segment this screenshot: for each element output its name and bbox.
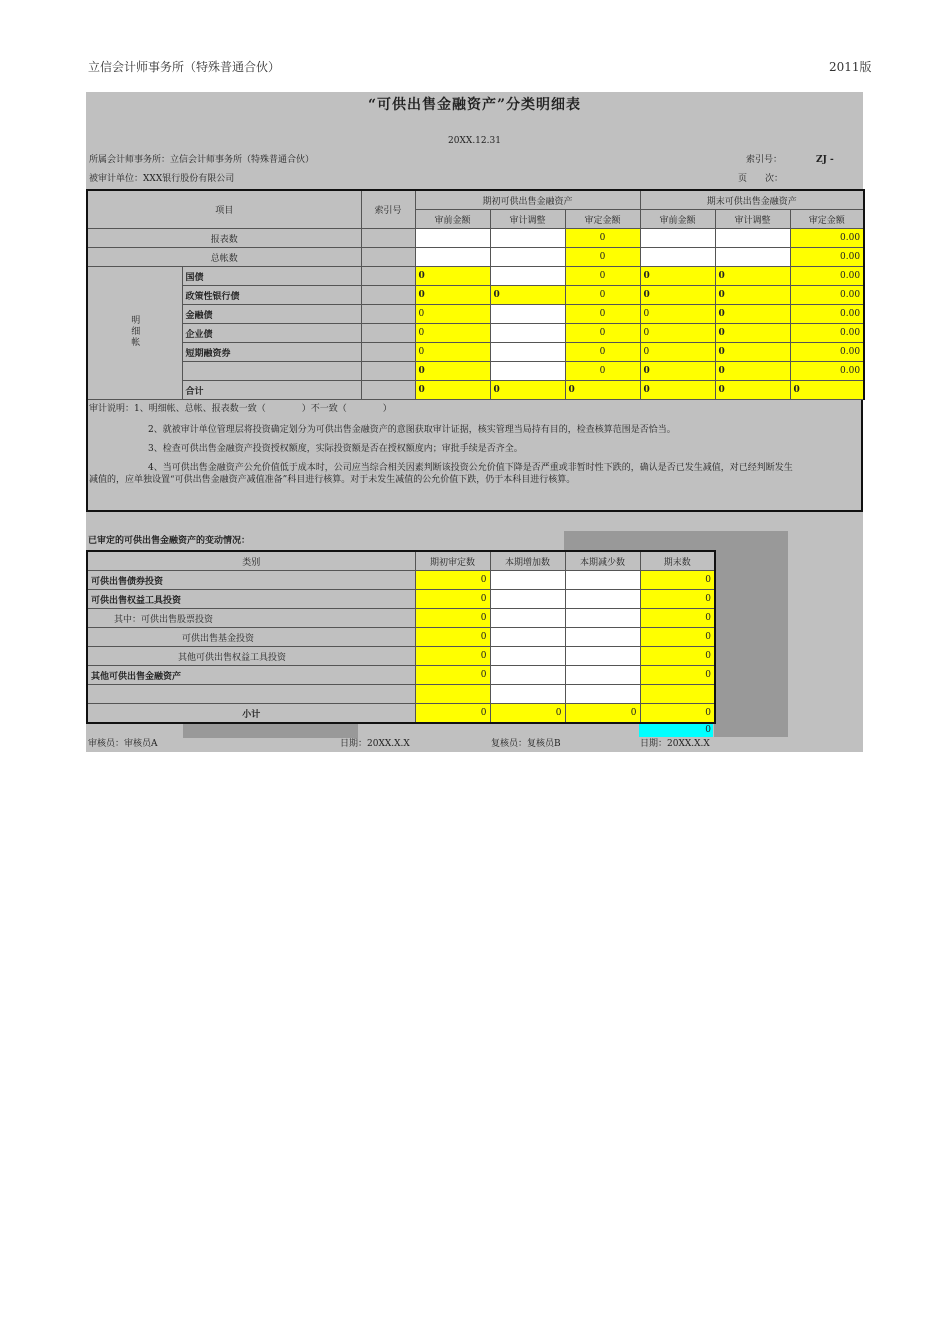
reviewer: 审核员：审核员A (88, 739, 158, 749)
row-label: 短期融资券 (182, 343, 361, 362)
spacer (86, 512, 863, 530)
table-row (87, 590, 715, 609)
row-label (87, 685, 415, 704)
header-item: 项目 (87, 190, 361, 229)
audit-notes (86, 400, 863, 512)
col-header: 本期增加数 (490, 551, 565, 571)
header-opening: 期初可供出售金融资产 (415, 190, 640, 210)
cell[interactable] (640, 685, 715, 704)
cell[interactable]: 0 (640, 381, 715, 400)
cell[interactable]: 0 (415, 324, 490, 343)
cell[interactable] (490, 267, 565, 286)
table-row (87, 324, 864, 343)
cell[interactable] (715, 229, 790, 248)
cell[interactable]: 0.00 (790, 267, 864, 286)
cell[interactable] (415, 248, 490, 267)
row-label: 其中：可供出售股票投资 (87, 609, 415, 628)
total-label: 合计 (182, 381, 361, 400)
note-4a: 4、当可供出售金融资产公允价值低于成本时，公司应当综合相关因素判断该投资公允价值下降是否严重或非暂时性下跌的，确认是否已发生减值，对已经判断发生 (148, 463, 793, 473)
cell[interactable] (490, 666, 565, 685)
note-4b: 减值的，应单独设置“可供出售金融资产减值准备”科目进行核算。对于未发生减值的公允价值下跌，仍于本科目进行核算。 (89, 475, 576, 485)
cell[interactable]: 0 (565, 305, 640, 324)
cell[interactable]: 0.00 (790, 248, 864, 267)
cell[interactable]: 0.00 (790, 229, 864, 248)
table-row (87, 343, 864, 362)
cell[interactable]: 0 (565, 343, 640, 362)
row-index[interactable] (361, 362, 415, 381)
subheader: 审计调整 (490, 210, 565, 229)
row-label (182, 362, 361, 381)
subheader: 审前金额 (640, 210, 715, 229)
cell[interactable]: 0 (415, 571, 490, 590)
cell[interactable] (490, 248, 565, 267)
cell[interactable]: 0.00 (790, 286, 864, 305)
rechecker: 复核员：复核员B (491, 739, 561, 749)
cell[interactable]: 0 (640, 590, 715, 609)
table-row (87, 609, 715, 628)
cell[interactable]: 0 (715, 324, 790, 343)
cell[interactable]: 0 (415, 305, 490, 324)
cell[interactable]: 0 (640, 324, 715, 343)
cell[interactable] (490, 305, 565, 324)
cell[interactable]: 0.00 (790, 305, 864, 324)
review-date: 日期：20XX.X.X (340, 739, 410, 749)
cell[interactable] (565, 628, 640, 647)
client-row (89, 170, 234, 188)
table-row (87, 229, 864, 248)
cell[interactable]: 0.00 (790, 343, 864, 362)
header-closing: 期末可供出售金融资产 (640, 190, 864, 210)
subheader: 审计调整 (715, 210, 790, 229)
cell[interactable]: 0 (640, 647, 715, 666)
cell[interactable]: 0 (415, 590, 490, 609)
detail-label: 明细帐 (129, 315, 140, 348)
cell[interactable]: 0 (490, 381, 565, 400)
total-row (87, 381, 864, 400)
cell[interactable]: 0 (415, 628, 490, 647)
header-index: 索引号 (361, 190, 415, 229)
cell[interactable]: 0 (640, 628, 715, 647)
cell[interactable]: 0 (640, 362, 715, 381)
cell[interactable] (490, 343, 565, 362)
note-3: 3、检查可供出售金融资产投资授权额度，实际投资额是否在授权额度内；审批手续是否齐全。 (148, 444, 523, 454)
row-label: 报表数 (87, 229, 361, 248)
cell[interactable]: 0 (790, 381, 864, 400)
page-label: 页 次： (738, 174, 784, 184)
cell[interactable]: 0 (715, 381, 790, 400)
cell[interactable]: 0 (565, 248, 640, 267)
row-label: 金融债 (182, 305, 361, 324)
check-cell[interactable]: 0 (639, 724, 713, 737)
index-value: ZJ - (816, 155, 834, 165)
table-row (87, 248, 864, 267)
cell[interactable] (565, 666, 640, 685)
change-table (86, 550, 716, 724)
row-label: 其他可供出售金融资产 (87, 666, 415, 685)
table-row (87, 666, 715, 685)
table-row (87, 628, 715, 647)
cell[interactable]: 0 (640, 267, 715, 286)
table-row (87, 267, 864, 286)
cell[interactable] (565, 590, 640, 609)
row-label: 可供出售债券投资 (87, 571, 415, 590)
cell[interactable] (490, 685, 565, 704)
cell[interactable]: 0 (640, 704, 715, 724)
sheet-title: “可供出售金融资产”分类明细表 (367, 97, 582, 113)
cell[interactable] (640, 248, 715, 267)
client-value: XXX银行股份有限公司 (143, 174, 235, 184)
row-index[interactable] (361, 248, 415, 267)
cell[interactable]: 0 (715, 305, 790, 324)
table-row (87, 305, 864, 324)
client-label: 被审计单位： (89, 174, 144, 184)
cell[interactable]: 0 (640, 666, 715, 685)
cell[interactable]: 0.00 (790, 362, 864, 381)
shaded-strip (183, 724, 358, 738)
cell[interactable]: 0 (565, 229, 640, 248)
row-label: 其他可供出售权益工具投资 (87, 647, 415, 666)
cell[interactable]: 0 (715, 343, 790, 362)
row-label: 企业债 (182, 324, 361, 343)
table-row (87, 286, 864, 305)
cell[interactable] (490, 229, 565, 248)
col-header: 期末数 (640, 551, 715, 571)
subheader: 审前金额 (415, 210, 490, 229)
cell[interactable] (490, 647, 565, 666)
table-row (87, 685, 715, 704)
row-index[interactable] (361, 229, 415, 248)
row-label: 可供出售权益工具投资 (87, 590, 415, 609)
firm-header: 立信会计师事务所（特殊普通合伙） (88, 60, 281, 74)
col-header: 期初审定数 (415, 551, 490, 571)
cell[interactable] (415, 685, 490, 704)
row-index[interactable] (361, 324, 415, 343)
cell[interactable]: 0 (565, 267, 640, 286)
cell[interactable]: 0 (490, 286, 565, 305)
row-index[interactable] (361, 381, 415, 400)
cell[interactable] (640, 229, 715, 248)
detail-label-cell (87, 267, 182, 400)
cell[interactable]: 0 (415, 362, 490, 381)
cell[interactable]: 0 (415, 704, 490, 724)
table-row (87, 362, 864, 381)
cell[interactable]: 0 (640, 343, 715, 362)
cell[interactable]: 0 (565, 381, 640, 400)
cell[interactable]: 0 (640, 571, 715, 590)
cell[interactable]: 0 (640, 286, 715, 305)
cell[interactable]: 0 (415, 647, 490, 666)
cell[interactable]: 0 (715, 362, 790, 381)
row-index[interactable] (361, 267, 415, 286)
row-index[interactable] (361, 286, 415, 305)
row-label: 总帐数 (87, 248, 361, 267)
cell[interactable]: 0 (715, 267, 790, 286)
firm-value: 立信会计师事务所（特殊普通合伙） (170, 155, 315, 165)
row-label: 可供出售基金投资 (87, 628, 415, 647)
sheet-date: 20XX.12.31 (448, 136, 501, 146)
cell[interactable]: 0 (565, 286, 640, 305)
shaded-block (564, 531, 788, 551)
row-index[interactable] (361, 305, 415, 324)
cell[interactable] (490, 362, 565, 381)
cell[interactable]: 0 (415, 267, 490, 286)
cell[interactable]: 0 (565, 324, 640, 343)
cell[interactable] (565, 609, 640, 628)
cell[interactable] (490, 609, 565, 628)
subtotal-label: 小计 (87, 704, 415, 724)
col-header: 本期减少数 (565, 551, 640, 571)
subheader: 审定金额 (790, 210, 864, 229)
index-label: 索引号： (746, 155, 783, 165)
row-label: 国债 (182, 267, 361, 286)
table-row (87, 647, 715, 666)
change-heading: 已审定的可供出售金融资产的变动情况： (88, 536, 251, 546)
shaded-column (714, 551, 788, 737)
version-label: 2011版 (829, 60, 872, 74)
subheader: 审定金额 (565, 210, 640, 229)
recheck-date: 日期：20XX.X.X (640, 739, 710, 749)
cell[interactable] (565, 647, 640, 666)
cell[interactable] (490, 628, 565, 647)
cell[interactable] (415, 229, 490, 248)
classification-table (86, 189, 865, 400)
row-label: 政策性银行债 (182, 286, 361, 305)
cell[interactable] (565, 685, 640, 704)
cell[interactable] (565, 571, 640, 590)
worksheet (86, 92, 863, 752)
cell[interactable]: 0 (490, 704, 565, 724)
firm-row (89, 151, 314, 169)
cell[interactable]: 0 (415, 609, 490, 628)
cell[interactable]: 0 (715, 286, 790, 305)
cell[interactable]: 0 (640, 305, 715, 324)
cell[interactable]: 0 (640, 609, 715, 628)
cell[interactable] (490, 571, 565, 590)
cell[interactable] (490, 324, 565, 343)
cell[interactable]: 0 (565, 704, 640, 724)
table-row (87, 571, 715, 590)
note-2: 2、就被审计单位管理层将投资确定划分为可供出售金融资产的意图获取审计证据，核实管理当局持有目的，检查核算范围是否恰当。 (148, 425, 676, 435)
col-header: 类别 (87, 551, 415, 571)
cell[interactable] (490, 590, 565, 609)
cell[interactable] (715, 248, 790, 267)
cell[interactable]: 0 (415, 343, 490, 362)
note-1: 审计说明：1、明细帐、总帐、报表数一致（ ）不一致（ ） (89, 404, 392, 414)
subtotal-row (87, 704, 715, 724)
firm-label: 所属会计师事务所： (89, 155, 171, 165)
row-index[interactable] (361, 343, 415, 362)
cell[interactable]: 0.00 (790, 324, 864, 343)
cell[interactable]: 0 (415, 666, 490, 685)
cell[interactable]: 0 (415, 286, 490, 305)
cell[interactable]: 0 (415, 381, 490, 400)
cell[interactable]: 0 (565, 362, 640, 381)
